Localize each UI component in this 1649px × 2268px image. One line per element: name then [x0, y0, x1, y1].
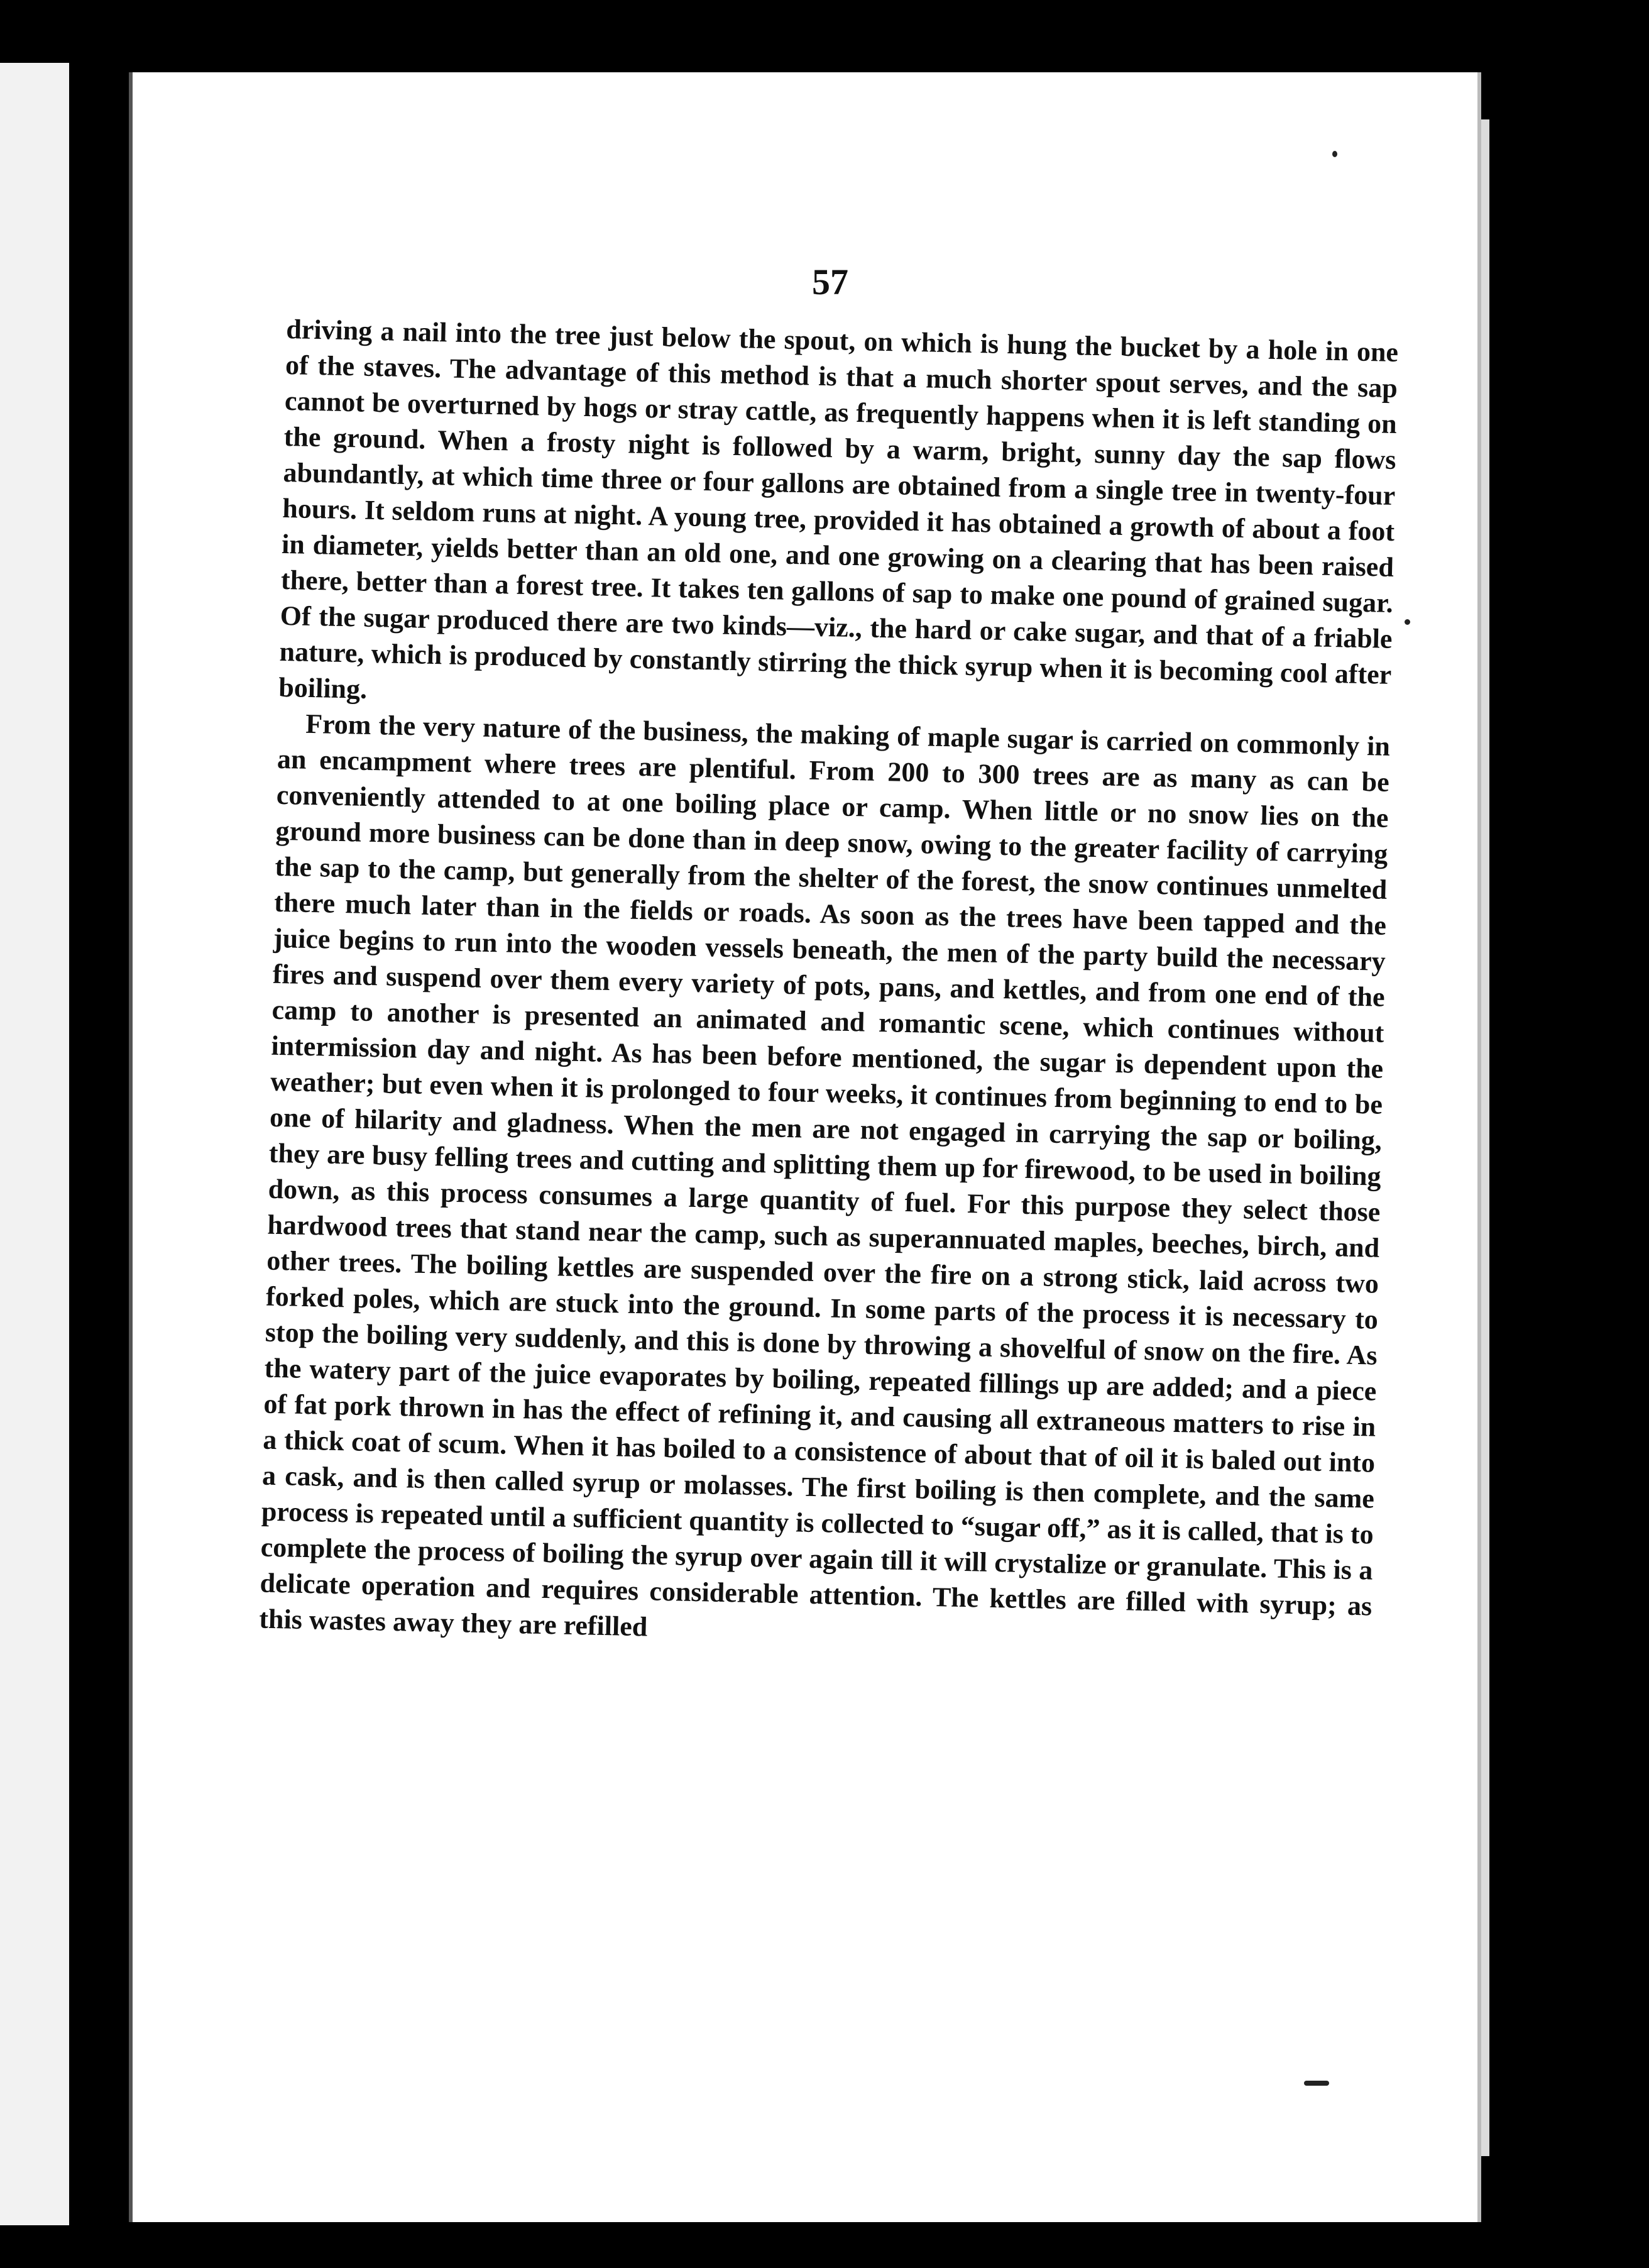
dust-speck [1304, 2081, 1329, 2086]
page-body [259, 311, 1399, 1660]
book-page [129, 72, 1477, 2222]
dust-speck [1405, 619, 1410, 625]
page-number: 57 [812, 261, 848, 302]
paragraph-2: From the very nature of the business, the making of maple sugar is carried on commonly in an encampment where trees are plentiful. From 200 to 300 trees are as many as can be conveniently attended to at one boiling place or camp. When little or no snow lies on the ground more business can be done than in deep snow, owing to the greater facility of carrying the sap to the camp, but generally from the shelter of the forest, the snow continues unmelted there much later than in the fields or roads. As soon as the trees have been tapped and the juice begins to run into the wooden vessels beneath, the men of the party build the necessary fires and suspend over them every variety of pots, pans, and kettles, and from one end of the camp to another is presented an animated and romantic scene, which continues without intermission day and night. As has been before mentioned, the sugar is dependent upon the weather; but even when it is prolonged to four weeks, it continues from beginning to end to be one of hilarity and gladness. When the men are not engaged in carrying the sap or boiling, they are busy felling trees and cutting and splitting them up for firewood, to be used in boiling down, as this process consumes a large quantity of fuel. For this purpose they select those hardwood trees that stand near the camp, such as superannuated maples, beeches, birch, and other trees. The boiling kettles are suspended over the fire on a strong stick, laid across two forked poles, which are stuck into the ground. In some parts of the process it is necessary to stop the boiling very suddenly, and this is done by throwing a shovelful of snow on the fire. As the watery part of the juice evaporates by boiling, repeated fillings up are added; and a piece of fat pork thrown in has the effect of refining it, and causing all extraneous matters to rise in a thick coat of scum. When it has boiled to a consistence of about that of oil it is baled out into a cask, and is then called syrup or molasses. The first boiling is then complete, and the same process is repeated until a sufficient quantity is collected to “sugar off,” as it is called, that is to complete the process of boiling the syrup over again till it will crystalize or granulate. This is a delicate operation and requires considerable attention. The kettles are filled with syrup; as this wastes away they are refilled [258, 708, 1391, 1643]
adjacent-page-edge [0, 63, 69, 2225]
paragraph-1: driving a nail into the tree just below the spout, on which is hung the bucket by a hole in one of the staves. The advantage of this method is that a much shorter spout serves, and the sap cannot be overturned by hogs or stray cattle, as frequently happens when it is left standing on the ground. When a frosty night is followed by a warm, bright, sunny day the sap flows abundantly, at which time three or four gallons are obtained from a single tree in twenty-four hours. It seldom runs at night. A young tree, provided it has obtained a growth of about a foot in diameter, yields better than an old one, and one growing on a clearing that has been raised there, better than a forest tree. It takes ten gallons of sap to make one pound of grained sugar. Of the sugar produced there are two kinds—viz., the hard or cake sugar, and that of a friable nature, which is produced by constantly stirring the thick syrup when it is becoming cool after boiling. [278, 313, 1399, 705]
dust-speck [1332, 151, 1337, 157]
